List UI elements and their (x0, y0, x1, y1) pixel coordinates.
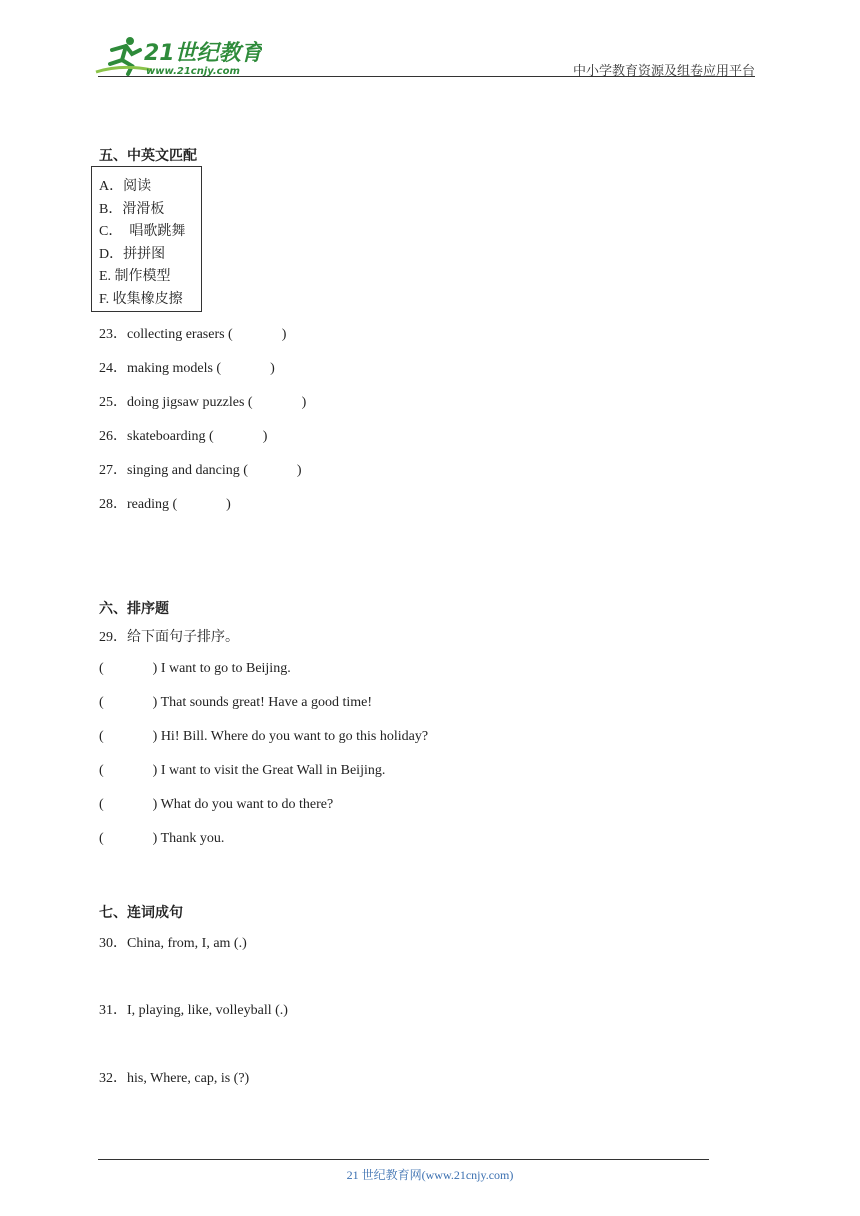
question-28: 28．reading ( ) (99, 497, 231, 512)
site-logo (92, 34, 262, 78)
section5-title: 五、中英文匹配 (99, 148, 197, 164)
question-23: 23．collecting erasers ( ) (99, 327, 287, 342)
order-item-4: ( ) I want to visit the Great Wall in Beijing. (99, 763, 386, 778)
question-25: 25．doing jigsaw puzzles ( ) (99, 395, 307, 410)
order-item-3: ( ) Hi! Bill. Where do you want to go this holiday? (99, 729, 429, 744)
order-item-5: ( ) What do you want to do there? (99, 797, 334, 812)
footer-divider (98, 1159, 709, 1160)
option-f: F. 收集橡皮擦 (99, 292, 183, 307)
header-platform-text: 中小学教育资源及组卷应用平台 (572, 63, 755, 78)
option-e: E. 制作模型 (99, 269, 171, 284)
question-24: 24．making models ( ) (99, 361, 275, 376)
question-26: 26．skateboarding ( ) (99, 429, 268, 444)
question-31: 31．I, playing, like, volleyball (.) (99, 1003, 288, 1018)
footer-link[interactable]: 21 世纪教育网(www.21cnjy.com) (346, 1168, 514, 1182)
section7-title: 七、连词成句 (99, 905, 183, 921)
question-30: 30．China, from, I, am (.) (99, 936, 247, 951)
option-d: D．拼拼图 (99, 247, 166, 262)
option-b: B．滑滑板 (99, 202, 165, 217)
question-32: 32．his, Where, cap, is (?) (99, 1071, 250, 1086)
question-27: 27．singing and dancing ( ) (99, 463, 302, 478)
header-divider (98, 76, 755, 77)
order-item-6: ( ) Thank you. (99, 831, 225, 846)
option-c: C． 唱歌跳舞 (99, 224, 186, 239)
question-29: 29．给下面句子排序。 (99, 630, 239, 645)
order-item-1: ( ) I want to go to Beijing. (99, 661, 291, 676)
logo-url: www.21cnjy.com (146, 66, 240, 77)
section6-title: 六、排序题 (99, 601, 169, 617)
option-a: A．阅读 (99, 179, 152, 194)
order-item-2: ( ) That sounds great! Have a good time! (99, 695, 373, 710)
logo-text: 21世纪教育 (144, 41, 262, 66)
